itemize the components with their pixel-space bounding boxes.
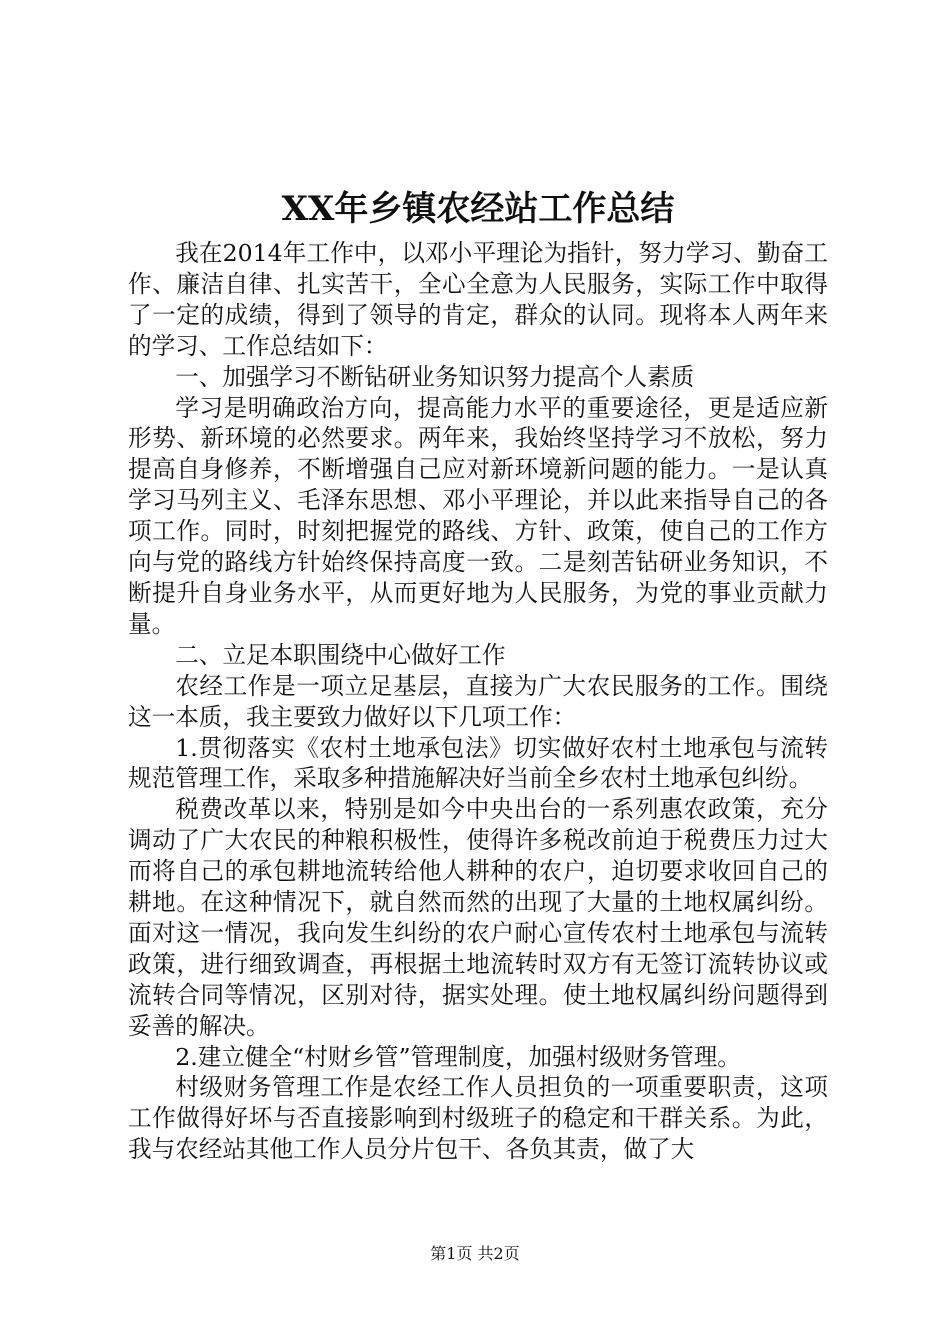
paragraph-intro: 我在2014年工作中，以邓小平理论为指针，努力学习、勤奋工作、廉洁自律、扎实苦干，全心全意为人民服务，实际工作中取得了一定的成绩，得到了领导的肯定，群众的认同。现将本人两年来的学习、工作总结如下： (128, 239, 828, 360)
document-page (128, 180, 828, 1165)
document-title: XX年乡镇农经站工作总结 (281, 189, 675, 229)
paragraph-work-intro: 农经工作是一项立足基层，直接为广大农民服务的工作。围绕这一本质，我主要致力做好以下几项工作： (128, 671, 828, 731)
section-heading-2: 二、立足本职围绕中心做好工作 (175, 640, 506, 669)
paragraph-village-finance: 村级财务管理工作是农经工作人员担负的一项重要职责，这项工作做得好坏与否直接影响到村级班子的稳定和干群关系。为此，我与农经站其他工作人员分片包干、各负其责，做了大 (128, 1073, 828, 1164)
paragraph-item-1: 1.贯彻落实《农村土地承包法》切实做好农村土地承包与流转规范管理工作，采取多种措施解决好当前全乡农村土地承包纠纷。 (128, 733, 828, 793)
document-body (128, 238, 828, 1165)
paragraph-study: 学习是明确政治方向，提高能力水平的重要途径，更是适应新形势、新环境的必然要求。两年来，我始终坚持学习不放松，努力提高自身修养，不断增强自己应对新环境新问题的能力。一是认真学习马列主义、毛泽东思想、邓小平理论，并以此来指导自己的各项工作。同时，时刻把握党的路线、方针、政策，使自己的工作方向与党的路线方针始终保持高度一致。二是刻苦钻研业务知识，不断提升自身业务水平，从而更好地为人民服务，为党的事业贡献力量。 (128, 393, 828, 638)
paragraph-item-2: 2.建立健全“村财乡管”管理制度，加强村级财务管理。 (175, 1042, 741, 1071)
section-heading-1: 一、加强学习不断钻研业务知识努力提高个人素质 (175, 362, 695, 391)
page-footer: 第1页 共2页 (430, 1244, 520, 1263)
paragraph-tax-reform: 税费改革以来，特别是如今中央出台的一系列惠农政策，充分调动了广大农民的种粮积极性，使得许多税改前迫于税费压力过大而将自己的承包耕地流转给他人耕种的农户，迫切要求收回自己的耕地。在这种情况下，就自然而然的出现了大量的土地权属纠纷。面对这一情况，我向发生纠纷的农户耐心宣传农村土地承包与流转政策，进行细致调查，再根据土地流转时双方有无签订流转协议或流转合同等情况，区别对待，据实处理。使土地权属纠纷问题得到妥善的解决。 (128, 795, 828, 1040)
